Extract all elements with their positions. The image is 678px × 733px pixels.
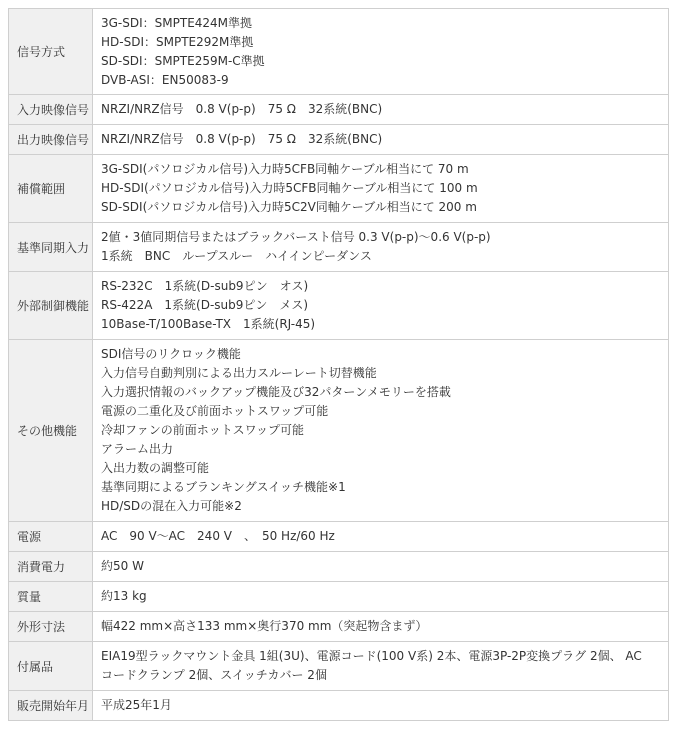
spec-row	[9, 95, 669, 125]
spec-row	[9, 340, 669, 522]
spec-value-line: 約50 W	[101, 559, 144, 573]
spec-row	[9, 272, 669, 340]
spec-value	[93, 552, 669, 582]
spec-value-line: SDI信号のリクロック機能	[101, 347, 241, 361]
spec-label: 消費電力	[9, 552, 93, 582]
spec-value-line: 基準同期によるブランキングスイッチ機能※1	[101, 480, 346, 494]
spec-label: 補償範囲	[9, 155, 93, 223]
spec-value	[93, 582, 669, 612]
spec-value-line: 約13 kg	[101, 589, 147, 603]
spec-value-line: 3G-SDI：SMPTE424M準拠	[101, 15, 253, 30]
spec-value-line: コードクランプ 2個、スイッチカバー 2個	[101, 668, 327, 682]
spec-value-line: 幅422 mm×高さ133 mm×奥行370 mm（突起物含まず）	[101, 619, 428, 633]
spec-label: 付属品	[9, 642, 93, 691]
spec-label: 基準同期入力	[9, 223, 93, 272]
spec-label: 電源	[9, 522, 93, 552]
spec-label: 質量	[9, 582, 93, 612]
spec-label: 販売開始年月	[9, 691, 93, 721]
spec-value-line: EIA19型ラックマウント金具 1組(3U)、電源コード(100 V系) 2本、電源3P-2P変換プラグ 2個、 AC	[101, 649, 642, 663]
spec-value	[93, 612, 669, 642]
spec-value-line: 入力信号自動判別による出力スルーレート切替機能	[101, 366, 377, 380]
spec-value-line: 平成25年1月	[101, 698, 172, 712]
spec-value-line: 10Base-T/100Base-TX 1系統(RJ-45)	[101, 317, 316, 331]
spec-value-line: HD/SDの混在入力可能※2	[101, 499, 242, 513]
spec-value-line: 電源の二重化及び前面ホットスワップ可能	[101, 404, 329, 418]
spec-value-line: SD-SDI：SMPTE259M-C準拠	[101, 53, 265, 68]
spec-value-line: SD-SDI(パソロジカル信号)入力時5C2V同軸ケーブル相当にて 200 m	[101, 200, 477, 214]
spec-value-line: 入出力数の調整可能	[101, 461, 210, 475]
spec-table-body	[9, 9, 669, 721]
spec-label: 外形寸法	[9, 612, 93, 642]
spec-row	[9, 582, 669, 612]
spec-value-line: RS-422A 1系統(D-sub9ピン メス)	[101, 298, 309, 312]
spec-table	[8, 8, 669, 721]
spec-value	[93, 642, 669, 691]
spec-value-line: 2値・3値同期信号またはブラックバースト信号 0.3 V(p-p)～0.6 V(p-p)	[101, 230, 491, 244]
spec-label: 出力映像信号	[9, 125, 93, 155]
spec-value	[93, 522, 669, 552]
spec-value-line: RS-232C 1系統(D-sub9ピン オス)	[101, 279, 309, 293]
spec-row	[9, 155, 669, 223]
spec-value-line: AC 90 V～AC 240 V 、 50 Hz/60 Hz	[101, 529, 335, 543]
spec-value-line: HD-SDI：SMPTE292M準拠	[101, 34, 254, 49]
spec-row	[9, 223, 669, 272]
spec-value-line: NRZI/NRZ信号 0.8 V(p-p) 75 Ω 32系統(BNC)	[101, 102, 383, 116]
spec-value	[93, 223, 669, 272]
spec-value-line: HD-SDI(パソロジカル信号)入力時5CFB同軸ケーブル相当にて 100 m	[101, 181, 478, 195]
spec-label: 入力映像信号	[9, 95, 93, 125]
spec-value-line: 3G-SDI(パソロジカル信号)入力時5CFB同軸ケーブル相当にて 70 m	[101, 162, 469, 176]
spec-value	[93, 9, 669, 95]
spec-value-line: DVB-ASI：EN50083-9	[101, 72, 229, 87]
spec-value-line: NRZI/NRZ信号 0.8 V(p-p) 75 Ω 32系統(BNC)	[101, 132, 383, 146]
spec-value	[93, 155, 669, 223]
spec-label: 外部制御機能	[9, 272, 93, 340]
spec-row	[9, 552, 669, 582]
spec-label: 信号方式	[9, 9, 93, 95]
spec-row	[9, 612, 669, 642]
spec-row	[9, 522, 669, 552]
spec-row	[9, 691, 669, 721]
spec-label: その他機能	[9, 340, 93, 522]
spec-row	[9, 125, 669, 155]
spec-value-line: 1系統 BNC ループスルー ハイインピーダンス	[101, 249, 372, 263]
spec-value	[93, 691, 669, 721]
spec-value-line: アラーム出力	[101, 442, 174, 456]
spec-row	[9, 642, 669, 691]
spec-value	[93, 272, 669, 340]
spec-value	[93, 95, 669, 125]
spec-row	[9, 9, 669, 95]
spec-value-line: 冷却ファンの前面ホットスワップ可能	[101, 423, 305, 437]
spec-value	[93, 340, 669, 522]
spec-value	[93, 125, 669, 155]
spec-value-line: 入力選択情報のバックアップ機能及び32パターンメモリーを搭載	[101, 385, 451, 399]
